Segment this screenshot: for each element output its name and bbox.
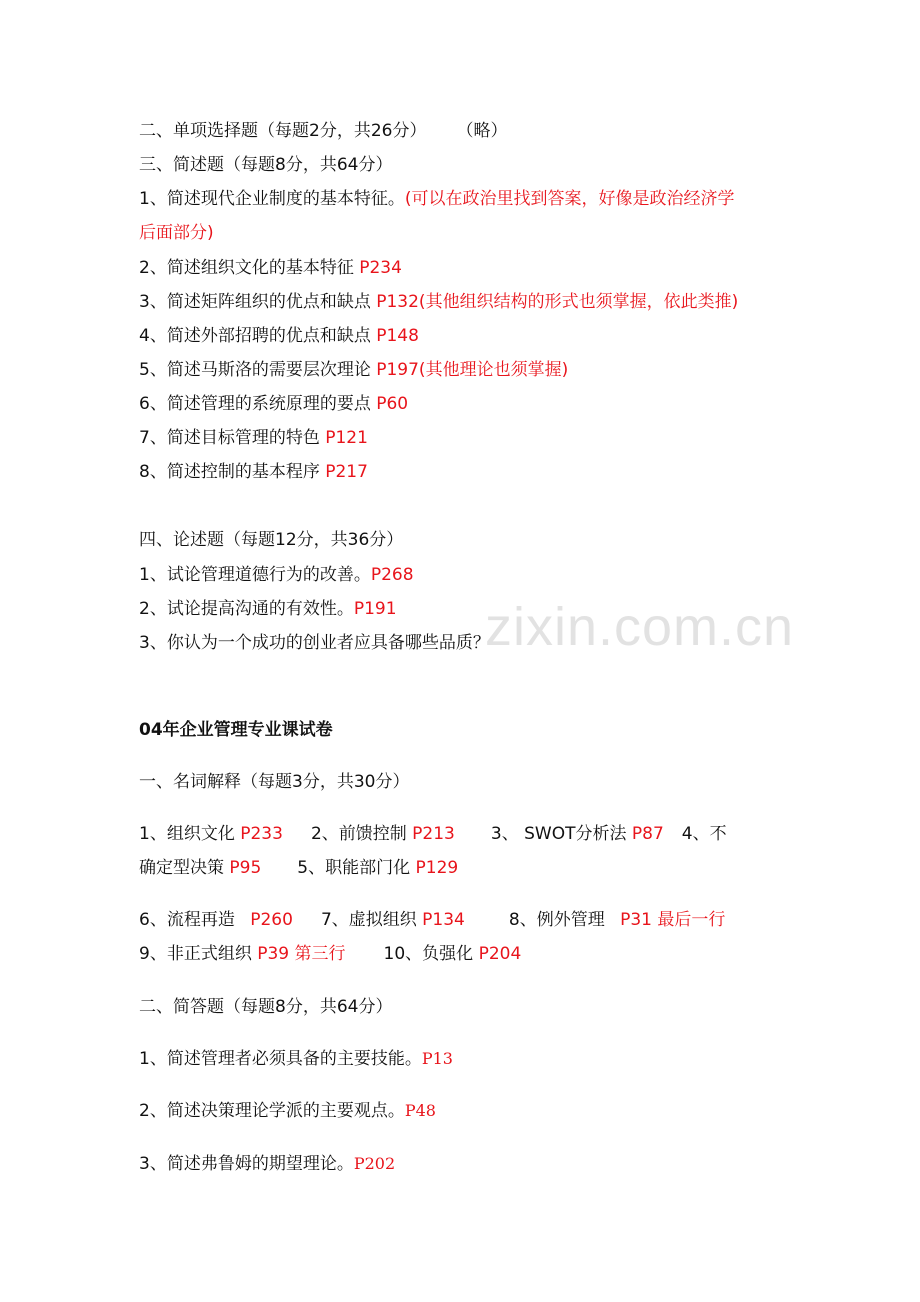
question-item — [139, 187, 734, 211]
term-text: 1、组织文化 — [139, 824, 241, 844]
term-text: 2、前馈控制 — [310, 824, 413, 844]
question-item — [139, 290, 738, 314]
page-reference: P39 第三行 — [257, 944, 346, 964]
question-text: 3、简述矩阵组织的优点和缺点 — [139, 292, 377, 312]
page-reference: P129 — [415, 858, 459, 878]
question-text: 2、试论提高沟通的有效性。 — [139, 599, 354, 619]
terms-row — [139, 908, 725, 932]
question-item — [139, 358, 568, 382]
terms-heading: 一、名词解释（每题3分，共30分） — [139, 772, 410, 792]
exam-title: 04年企业管理专业课试卷 — [139, 720, 333, 740]
question-item — [139, 392, 408, 416]
term-text: 3、 SWOT分析法 — [490, 824, 632, 844]
term-text: 9、非正式组织 — [139, 944, 258, 964]
omitted-note: （略） — [456, 121, 508, 141]
heading-text: 二、单项选择题（每题2分，共26分） — [139, 121, 427, 141]
question-text: 3、你认为一个成功的创业者应具备哪些品质？ — [139, 633, 490, 653]
terms-row — [139, 822, 727, 846]
term-text: 4、不 — [681, 824, 727, 844]
single-choice-heading — [139, 119, 507, 143]
term-text: 8、例外管理 — [508, 910, 611, 930]
question-item — [139, 426, 368, 450]
page-reference: P13 — [421, 1049, 453, 1068]
terms-row — [139, 942, 521, 966]
question-text: 4、简述外部招聘的优点和缺点 — [139, 326, 377, 346]
watermark: zixin.com.cn — [485, 597, 795, 657]
page-reference: P197(其他理论也须掌握) — [376, 360, 569, 380]
term-text: 确定型决策 — [139, 858, 230, 878]
question-text: 1、简述现代企业制度的基本特征。 — [139, 189, 405, 209]
page-reference-continued: 后面部分) — [139, 223, 214, 243]
question-text: 2、简述组织文化的基本特征 — [139, 258, 360, 278]
short-answer-heading: 三、简述题（每题8分，共64分） — [139, 155, 393, 175]
question-text: 3、简述弗鲁姆的期望理论。 — [139, 1154, 354, 1174]
page-reference: P48 — [404, 1101, 436, 1120]
page-reference: P217 — [325, 462, 368, 482]
page-reference: P121 — [325, 428, 368, 448]
question-text: 2、简述决策理论学派的主要观点。 — [139, 1101, 405, 1121]
essay-item — [139, 631, 490, 655]
page-reference: P95 — [229, 858, 262, 878]
page-reference: P148 — [376, 326, 419, 346]
essay-item — [139, 597, 397, 621]
page-reference: P204 — [478, 944, 522, 964]
page-reference: P60 — [376, 394, 409, 414]
page-reference: P87 — [631, 824, 664, 844]
page-reference: P213 — [412, 824, 455, 844]
essay-item — [139, 563, 414, 587]
page-reference: P233 — [240, 824, 283, 844]
question-item — [139, 324, 419, 348]
page-reference: P260 — [250, 910, 293, 930]
question-text: 8、简述控制的基本程序 — [139, 462, 326, 482]
essay-heading: 四、论述题（每题12分，共36分） — [139, 530, 404, 550]
short-answer-item — [139, 1152, 395, 1176]
term-text: 10、负强化 — [383, 944, 479, 964]
question-text: 7、简述目标管理的特色 — [139, 428, 326, 448]
page-reference: P234 — [359, 258, 402, 278]
short-answer-heading-04: 二、简答题（每题8分，共64分） — [139, 997, 393, 1017]
term-text: 7、虚拟组织 — [320, 910, 423, 930]
page-reference: P202 — [353, 1154, 396, 1173]
page-reference: P191 — [353, 599, 397, 619]
question-text: 5、简述马斯洛的需要层次理论 — [139, 360, 377, 380]
question-text: 6、简述管理的系统原理的要点 — [139, 394, 377, 414]
page-reference: P31 最后一行 — [620, 910, 726, 930]
term-text: 5、职能部门化 — [297, 858, 416, 878]
page-reference: P268 — [370, 565, 414, 585]
question-item — [139, 256, 402, 280]
page-reference: P134 — [422, 910, 465, 930]
short-answer-item — [139, 1047, 453, 1071]
question-text: 1、试论管理道德行为的改善。 — [139, 565, 371, 585]
question-item — [139, 460, 368, 484]
question-text: 1、简述管理者必须具备的主要技能。 — [139, 1049, 422, 1069]
short-answer-item — [139, 1099, 436, 1123]
terms-row — [139, 856, 458, 880]
page-reference: (可以在政治里找到答案，好像是政治经济学 — [404, 189, 735, 209]
page-reference: P132(其他组织结构的形式也须掌握，依此类推) — [376, 292, 739, 312]
term-text: 6、流程再造 — [139, 910, 241, 930]
